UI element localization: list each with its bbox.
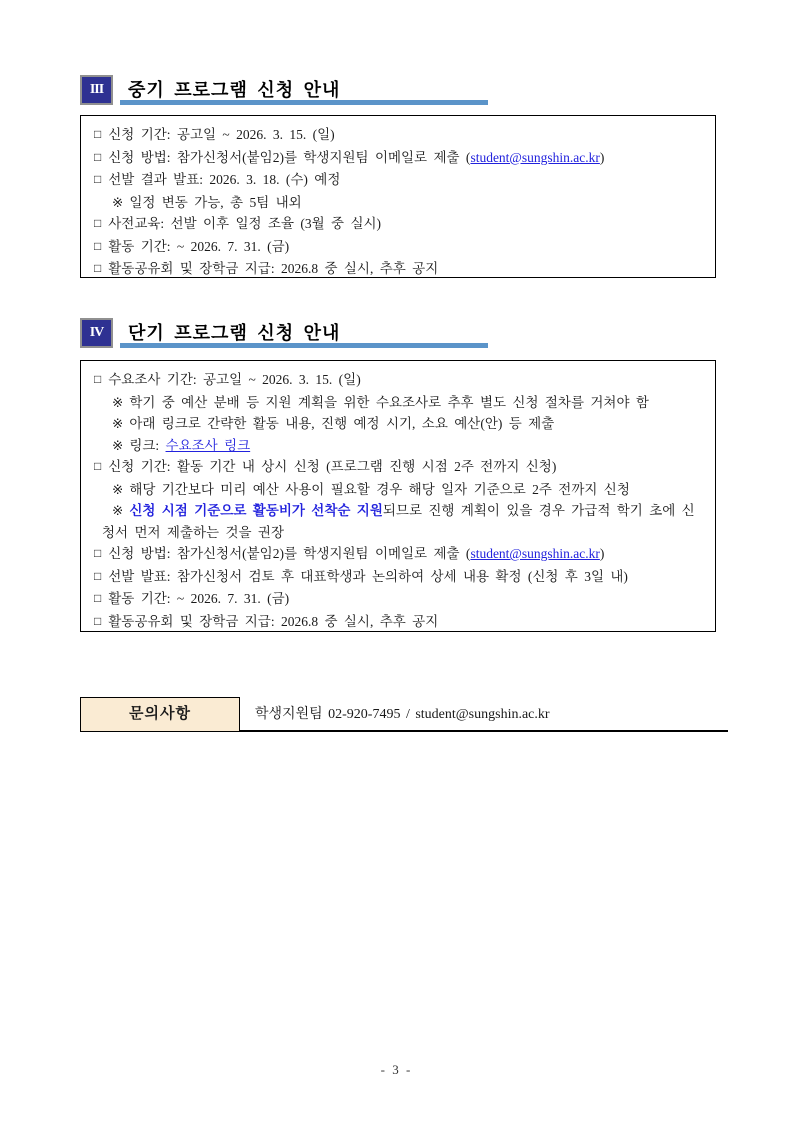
inquiry-row bbox=[80, 697, 728, 732]
line-text: 신청 방법: 참가신청서(붙임2)를 학생지원팀 이메일로 제출 ( bbox=[108, 149, 471, 165]
section-title: 단기 프로그램 신청 안내 bbox=[128, 323, 341, 343]
inquiry-contact-value: 학생지원팀 02-920-7495 / student@sungshin.ac.kr bbox=[255, 707, 550, 722]
checkbox-bullet-icon: □ bbox=[94, 216, 102, 230]
checkbox-bullet-icon: □ bbox=[94, 172, 102, 186]
line-text: 되므로 진행 계획이 있을 경우 가급적 학기 초에 신 bbox=[382, 503, 695, 518]
line-text: 활동공유회 및 장학금 지급: 2026.8 중 실시, 추후 공지 bbox=[108, 613, 439, 629]
line-text: 신청 기간: 공고일 ~ 2026. 3. 15. (일) bbox=[108, 127, 335, 142]
reference-mark-icon: ※ bbox=[112, 437, 124, 453]
info-line bbox=[89, 213, 707, 236]
info-line bbox=[89, 124, 707, 147]
reference-mark-icon: ※ bbox=[112, 194, 124, 210]
line-text: 수요조사 기간: 공고일 ~ 2026. 3. 15. (일) bbox=[108, 372, 361, 387]
info-line bbox=[89, 236, 707, 259]
info-line bbox=[89, 147, 707, 170]
line-text: 활동 기간: ~ 2026. 7. 31. (금) bbox=[108, 238, 290, 254]
checkbox-bullet-icon: □ bbox=[94, 546, 102, 560]
highlighted-text: 신청 시점 기준으로 활동비가 선착순 지원 bbox=[129, 503, 383, 518]
info-line bbox=[89, 611, 707, 633]
info-line bbox=[89, 258, 707, 278]
checkbox-bullet-icon: □ bbox=[94, 127, 102, 141]
checkbox-bullet-icon: □ bbox=[94, 591, 102, 605]
line-text: 링크: bbox=[129, 437, 166, 453]
section-numeral-badge: IV bbox=[80, 318, 113, 348]
line-text: 해당 기간보다 미리 예산 사용이 필요할 경우 해당 일자 기준으로 2주 전까지 신청 bbox=[129, 481, 630, 497]
info-line bbox=[89, 456, 707, 479]
line-text: 선발 발표: 참가신청서 검토 후 대표학생과 논의하여 상세 내용 확정 (신청 후 3일 내) bbox=[108, 568, 628, 584]
line-text: 일정 변동 가능, 총 5팀 내외 bbox=[129, 194, 302, 210]
reference-mark-icon: ※ bbox=[112, 416, 124, 431]
checkbox-bullet-icon: □ bbox=[94, 613, 102, 628]
info-line bbox=[89, 392, 707, 414]
line-text: ) bbox=[599, 546, 605, 561]
section-numeral-badge: III bbox=[80, 75, 113, 105]
line-text: 활동 기간: ~ 2026. 7. 31. (금) bbox=[108, 591, 290, 606]
info-line bbox=[89, 435, 707, 457]
line-text: 신청 기간: 활동 기간 내 상시 신청 (프로그램 진행 시점 2주 전까지 신청) bbox=[108, 459, 557, 474]
section-mid-program-header bbox=[80, 75, 720, 120]
inquiry-label: 문의사항 bbox=[80, 697, 240, 732]
email-link[interactable]: student@sungshin.ac.kr bbox=[470, 149, 600, 165]
reference-mark-icon: ※ bbox=[112, 503, 124, 518]
checkbox-bullet-icon: □ bbox=[94, 372, 102, 386]
line-text: 활동공유회 및 장학금 지급: 2026.8 중 실시, 추후 공지 bbox=[108, 261, 439, 276]
mid-program-info-box bbox=[80, 115, 716, 278]
info-line bbox=[89, 369, 707, 392]
line-text: ) bbox=[599, 149, 605, 165]
checkbox-bullet-icon: □ bbox=[94, 238, 102, 253]
line-text: 청서 먼저 제출하는 것을 권장 bbox=[102, 524, 284, 540]
info-line bbox=[89, 543, 707, 566]
short-program-info-box bbox=[80, 360, 716, 632]
checkbox-bullet-icon: □ bbox=[94, 149, 102, 164]
reference-mark-icon: ※ bbox=[112, 481, 124, 497]
line-text: 신청 방법: 참가신청서(붙임2)를 학생지원팀 이메일로 제출 ( bbox=[108, 546, 471, 561]
line-text: 선발 결과 발표: 2026. 3. 18. (수) 예정 bbox=[108, 172, 341, 187]
title-underline-bar bbox=[120, 343, 488, 348]
info-line bbox=[89, 522, 707, 544]
email-link[interactable]: student@sungshin.ac.kr bbox=[470, 546, 600, 561]
line-text: 학기 중 예산 분배 등 지원 계획을 위한 수요조사로 추후 별도 신청 절차를 거쳐야 함 bbox=[129, 394, 649, 410]
checkbox-bullet-icon: □ bbox=[94, 261, 102, 275]
info-line bbox=[89, 500, 707, 522]
page-number: - 3 - bbox=[380, 1062, 413, 1077]
section-short-program-header bbox=[80, 318, 720, 363]
info-line bbox=[89, 413, 707, 435]
survey-link[interactable]: 수요조사 링크 bbox=[165, 437, 251, 453]
info-line bbox=[89, 588, 707, 611]
info-line bbox=[89, 192, 707, 214]
title-underline-bar bbox=[120, 100, 488, 105]
checkbox-bullet-icon: □ bbox=[94, 459, 102, 473]
line-text: 아래 링크로 간략한 활동 내용, 진행 예정 시기, 소요 예산(안) 등 제출 bbox=[129, 416, 555, 431]
info-line bbox=[89, 479, 707, 501]
reference-mark-icon: ※ bbox=[112, 394, 124, 410]
info-line bbox=[89, 169, 707, 192]
info-line bbox=[89, 566, 707, 589]
line-text: 사전교육: 선발 이후 일정 조율 (3월 중 실시) bbox=[108, 216, 382, 231]
checkbox-bullet-icon: □ bbox=[94, 568, 102, 583]
section-title: 중기 프로그램 신청 안내 bbox=[128, 80, 341, 100]
